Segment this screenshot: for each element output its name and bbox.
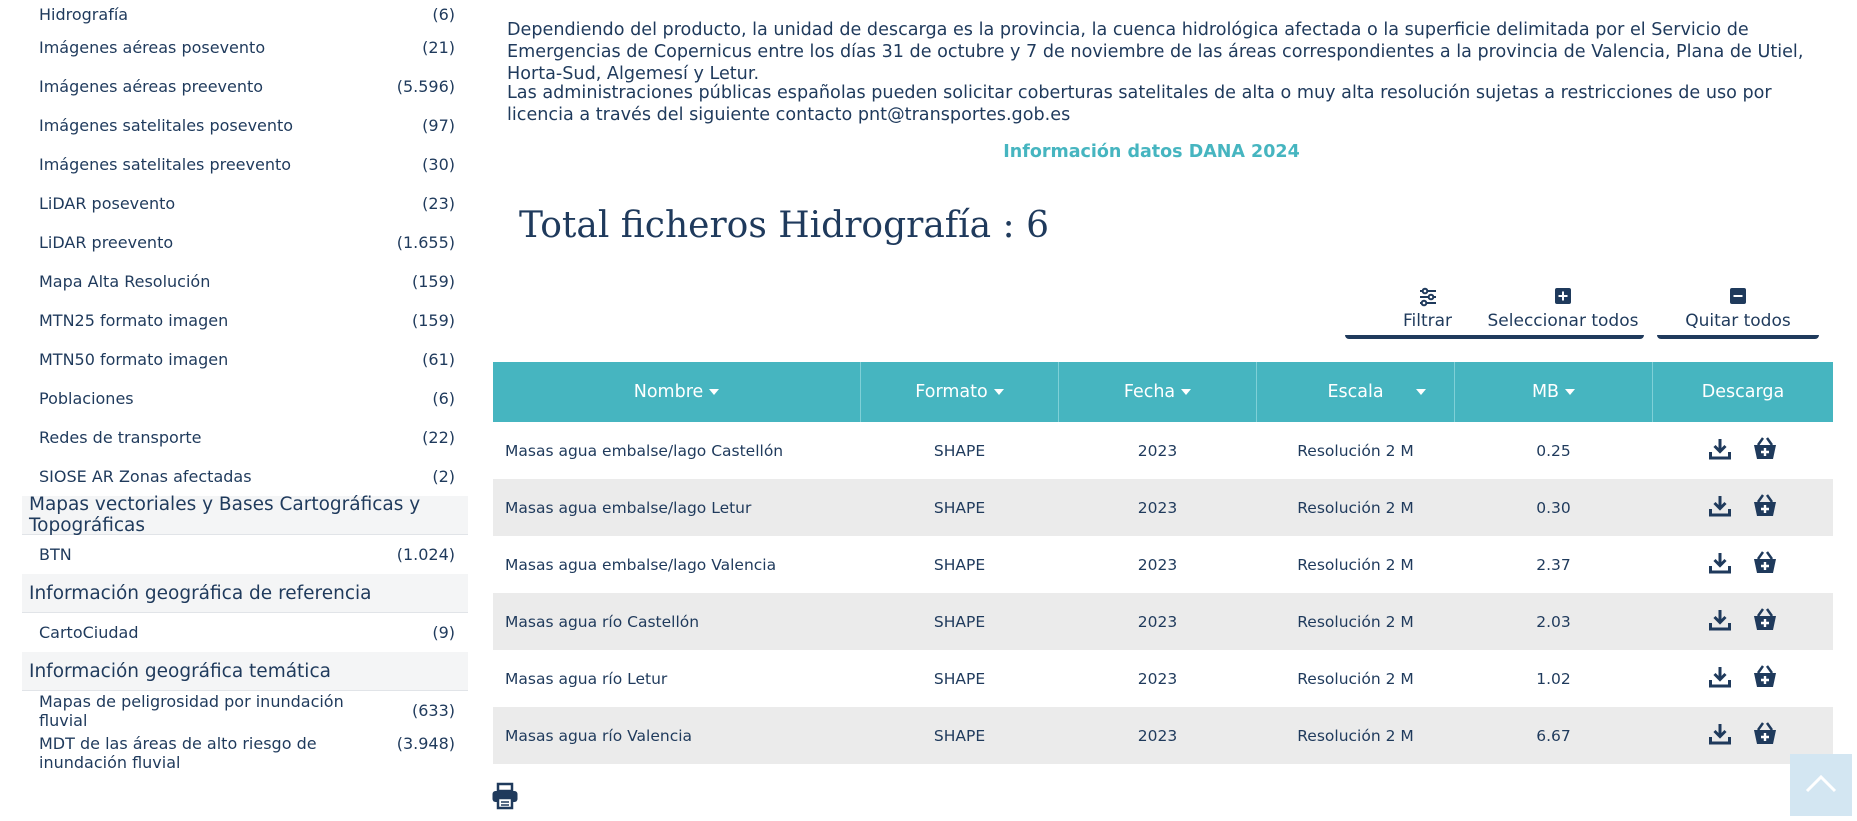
sidebar-item-count: (23) bbox=[422, 194, 455, 213]
cell-nombre: Masas agua río Valencia bbox=[493, 707, 861, 764]
cell-escala: Resolución 2 M bbox=[1257, 707, 1455, 764]
download-icon[interactable] bbox=[1708, 437, 1732, 465]
cell-formato: SHAPE bbox=[933, 555, 986, 574]
cell-formato: SHAPE bbox=[933, 669, 986, 688]
add-to-basket-icon[interactable] bbox=[1752, 664, 1778, 694]
sidebar-item-peligrosidad[interactable] bbox=[22, 691, 468, 730]
sidebar-item-mdt[interactable] bbox=[22, 730, 468, 792]
cell-nombre: Masas agua río Castellón bbox=[493, 593, 861, 650]
remove-all-button[interactable] bbox=[1657, 285, 1819, 339]
sidebar-item-count: (2) bbox=[432, 467, 455, 486]
minus-square-icon bbox=[1657, 287, 1819, 309]
sidebar-item-label: Imágenes satelitales posevento bbox=[39, 116, 294, 135]
sidebar-section-referencia[interactable]: Información geográfica de referencia bbox=[22, 574, 468, 613]
sidebar-item-label: MDT de las áreas de alto riesgo de inundación fluvial bbox=[39, 734, 317, 772]
sidebar-item-imagenes-aereas-posevento[interactable] bbox=[22, 28, 468, 67]
column-header-descarga bbox=[1653, 362, 1834, 422]
table-body bbox=[493, 422, 1833, 764]
sidebar-item-imagenes-satelitales-preevento[interactable] bbox=[22, 145, 468, 184]
sidebar-item-count: (6) bbox=[432, 4, 455, 24]
cell-descarga bbox=[1653, 650, 1834, 707]
sort-caret-icon bbox=[709, 389, 719, 395]
sidebar-item-count: (9) bbox=[432, 623, 455, 642]
dropdown-caret-icon bbox=[1416, 389, 1426, 395]
table-row bbox=[493, 650, 1833, 707]
column-header-label: Fecha bbox=[1123, 382, 1176, 402]
table-row bbox=[493, 593, 1833, 650]
scroll-top-button[interactable] bbox=[1790, 754, 1852, 816]
sidebar-item-count: (6) bbox=[432, 389, 455, 408]
column-header-nombre[interactable] bbox=[493, 362, 861, 422]
cell-mb: 0.25 bbox=[1536, 441, 1571, 460]
sidebar-item-imagenes-aereas-preevento[interactable] bbox=[22, 67, 468, 106]
sidebar-item-hidrografia[interactable] bbox=[22, 0, 468, 28]
download-icon[interactable] bbox=[1708, 722, 1732, 750]
select-all-button-label: Seleccionar todos bbox=[1487, 311, 1639, 331]
cell-mb: 0.30 bbox=[1455, 479, 1653, 536]
table-row bbox=[493, 479, 1833, 536]
filter-button-label: Filtrar bbox=[1402, 311, 1453, 331]
sidebar-item-label: Mapas de peligrosidad por inundación fluvial bbox=[39, 691, 344, 730]
cell-mb: 1.02 bbox=[1536, 669, 1571, 688]
cell-descarga bbox=[1653, 422, 1834, 479]
plus-square-icon bbox=[1482, 287, 1644, 309]
sidebar-item-label: Poblaciones bbox=[39, 389, 134, 408]
info-paragraph-contacto: Las administraciones públicas españolas pueden solicitar coberturas satelitales de alta o muy alta resolución sujetas a restricciones de uso por licencia a través del siguiente contacto pnt@transportes.gob.es bbox=[507, 83, 1772, 125]
column-header-formato[interactable] bbox=[861, 362, 1059, 422]
sidebar-item-label: Hidrografía bbox=[39, 4, 129, 24]
add-to-basket-icon[interactable] bbox=[1752, 436, 1778, 466]
table-header-row bbox=[493, 362, 1833, 422]
cell-nombre: Masas agua embalse/lago Valencia bbox=[505, 555, 777, 574]
cell-escala: Resolución 2 M bbox=[1297, 669, 1414, 688]
remove-all-button-label: Quitar todos bbox=[1685, 311, 1791, 331]
column-header-label: MB bbox=[1531, 382, 1560, 402]
cell-mb: 6.67 bbox=[1455, 707, 1653, 764]
sidebar-section-tematica[interactable]: Información geográfica temática bbox=[22, 652, 468, 691]
column-header-mb[interactable] bbox=[1455, 362, 1653, 422]
sidebar-item-redes-transporte[interactable] bbox=[22, 418, 468, 457]
sort-caret-icon bbox=[1565, 389, 1575, 395]
cell-nombre: Masas agua río Letur bbox=[505, 669, 668, 688]
sidebar-item-label: CartoCiudad bbox=[39, 623, 139, 642]
cell-escala: Resolución 2 M bbox=[1297, 441, 1414, 460]
sidebar-item-count: (159) bbox=[411, 311, 455, 330]
sidebar-item-label: Imágenes aéreas posevento bbox=[39, 38, 266, 57]
sidebar-item-count: (159) bbox=[411, 272, 455, 291]
cell-fecha: 2023 bbox=[1137, 669, 1178, 688]
add-to-basket-icon[interactable] bbox=[1752, 721, 1778, 751]
sidebar-item-mapa-alta-resolucion[interactable] bbox=[22, 262, 468, 301]
column-header-escala[interactable] bbox=[1257, 362, 1455, 422]
sidebar-item-btn[interactable] bbox=[22, 535, 468, 574]
sidebar-item-count: (30) bbox=[422, 155, 455, 174]
sidebar-item-poblaciones[interactable] bbox=[22, 379, 468, 418]
sidebar bbox=[22, 0, 468, 792]
cell-descarga bbox=[1653, 536, 1834, 593]
add-to-basket-icon[interactable] bbox=[1752, 607, 1778, 637]
sidebar-item-label: Imágenes satelitales preevento bbox=[39, 155, 292, 174]
sidebar-section-vectorial[interactable]: Mapas vectoriales y Bases Cartográficas y Topográficas bbox=[22, 496, 468, 535]
sidebar-item-label: BTN bbox=[39, 545, 72, 564]
sidebar-item-lidar-posevento[interactable] bbox=[22, 184, 468, 223]
sort-caret-icon bbox=[1181, 389, 1191, 395]
select-all-button[interactable] bbox=[1482, 285, 1644, 339]
sidebar-item-label: Mapa Alta Resolución bbox=[39, 272, 211, 291]
cell-formato: SHAPE bbox=[861, 593, 1059, 650]
table-row bbox=[493, 536, 1833, 593]
table-row bbox=[493, 707, 1833, 764]
cell-mb: 2.03 bbox=[1455, 593, 1653, 650]
sidebar-item-count: (61) bbox=[422, 350, 455, 369]
download-icon[interactable] bbox=[1708, 494, 1732, 522]
sidebar-item-count: (1.024) bbox=[396, 545, 455, 564]
sidebar-item-count: (21) bbox=[422, 38, 455, 57]
page-title: Total ficheros Hidrografía : 6 bbox=[519, 205, 1050, 246]
sidebar-item-cartociudad[interactable] bbox=[22, 613, 468, 652]
column-header-label: Nombre bbox=[633, 382, 704, 402]
cell-descarga bbox=[1653, 479, 1834, 536]
download-icon[interactable] bbox=[1708, 608, 1732, 636]
cell-fecha: 2023 bbox=[1059, 707, 1257, 764]
sidebar-item-label: SIOSE AR Zonas afectadas bbox=[39, 467, 252, 486]
cell-nombre: Masas agua embalse/lago Letur bbox=[493, 479, 861, 536]
chevron-up-icon bbox=[1804, 772, 1838, 798]
sidebar-item-label: MTN50 formato imagen bbox=[39, 350, 229, 369]
cell-escala: Resolución 2 M bbox=[1297, 555, 1414, 574]
sidebar-item-label: MTN25 formato imagen bbox=[39, 311, 229, 330]
sort-caret-icon bbox=[994, 389, 1004, 395]
cell-mb: 2.37 bbox=[1536, 555, 1571, 574]
add-to-basket-icon[interactable] bbox=[1752, 493, 1778, 523]
download-icon[interactable] bbox=[1708, 551, 1732, 579]
cell-formato: SHAPE bbox=[861, 707, 1059, 764]
download-icon[interactable] bbox=[1708, 665, 1732, 693]
cell-formato: SHAPE bbox=[861, 479, 1059, 536]
sidebar-item-imagenes-satelitales-posevento[interactable] bbox=[22, 106, 468, 145]
sidebar-item-label: Imágenes aéreas preevento bbox=[39, 77, 264, 96]
dana-info-link[interactable]: Información datos DANA 2024 bbox=[1003, 142, 1300, 162]
cell-escala: Resolución 2 M bbox=[1257, 479, 1455, 536]
add-to-basket-icon[interactable] bbox=[1752, 550, 1778, 580]
sidebar-item-count: (633) bbox=[411, 701, 455, 720]
sidebar-item-count: (1.655) bbox=[396, 233, 455, 252]
cell-nombre: Masas agua embalse/lago Castellón bbox=[505, 441, 784, 460]
column-header-label: Descarga bbox=[1701, 382, 1785, 402]
sidebar-item-lidar-preevento[interactable] bbox=[22, 223, 468, 262]
cell-descarga bbox=[1653, 593, 1834, 650]
sidebar-item-label: Redes de transporte bbox=[39, 428, 202, 447]
sidebar-item-mtn25[interactable] bbox=[22, 301, 468, 340]
column-header-label: Formato bbox=[915, 382, 988, 402]
info-paragraph-unidad-descarga: Dependiendo del producto, la unidad de descarga es la provincia, la cuenca hidrológica afectada o la superficie delimitada por el Servicio de Emergencias de Copernicus entre los días 31 de octubre y 7 de noviembre de las áreas correspondientes a la provincia de Valencia, Plana de Utiel, Horta-Sud, Algemesí y Letur. bbox=[507, 20, 1804, 84]
sidebar-item-siose[interactable] bbox=[22, 457, 468, 496]
print-icon[interactable] bbox=[491, 782, 519, 814]
sidebar-item-count: (3.948) bbox=[396, 734, 455, 753]
cell-fecha: 2023 bbox=[1137, 555, 1178, 574]
cell-fecha: 2023 bbox=[1059, 479, 1257, 536]
sidebar-item-label: LiDAR preevento bbox=[39, 233, 174, 252]
cell-fecha: 2023 bbox=[1137, 441, 1178, 460]
column-header-fecha[interactable] bbox=[1059, 362, 1257, 422]
column-header-label: Escala bbox=[1327, 382, 1384, 402]
cell-formato: SHAPE bbox=[933, 441, 986, 460]
cell-fecha: 2023 bbox=[1059, 593, 1257, 650]
sidebar-item-count: (97) bbox=[422, 116, 455, 135]
files-table bbox=[493, 362, 1833, 764]
table-row bbox=[493, 422, 1833, 479]
sidebar-item-label: LiDAR posevento bbox=[39, 194, 176, 213]
sidebar-item-count: (5.596) bbox=[396, 77, 455, 96]
cell-escala: Resolución 2 M bbox=[1257, 593, 1455, 650]
sidebar-item-count: (22) bbox=[422, 428, 455, 447]
sidebar-item-mtn50[interactable] bbox=[22, 340, 468, 379]
